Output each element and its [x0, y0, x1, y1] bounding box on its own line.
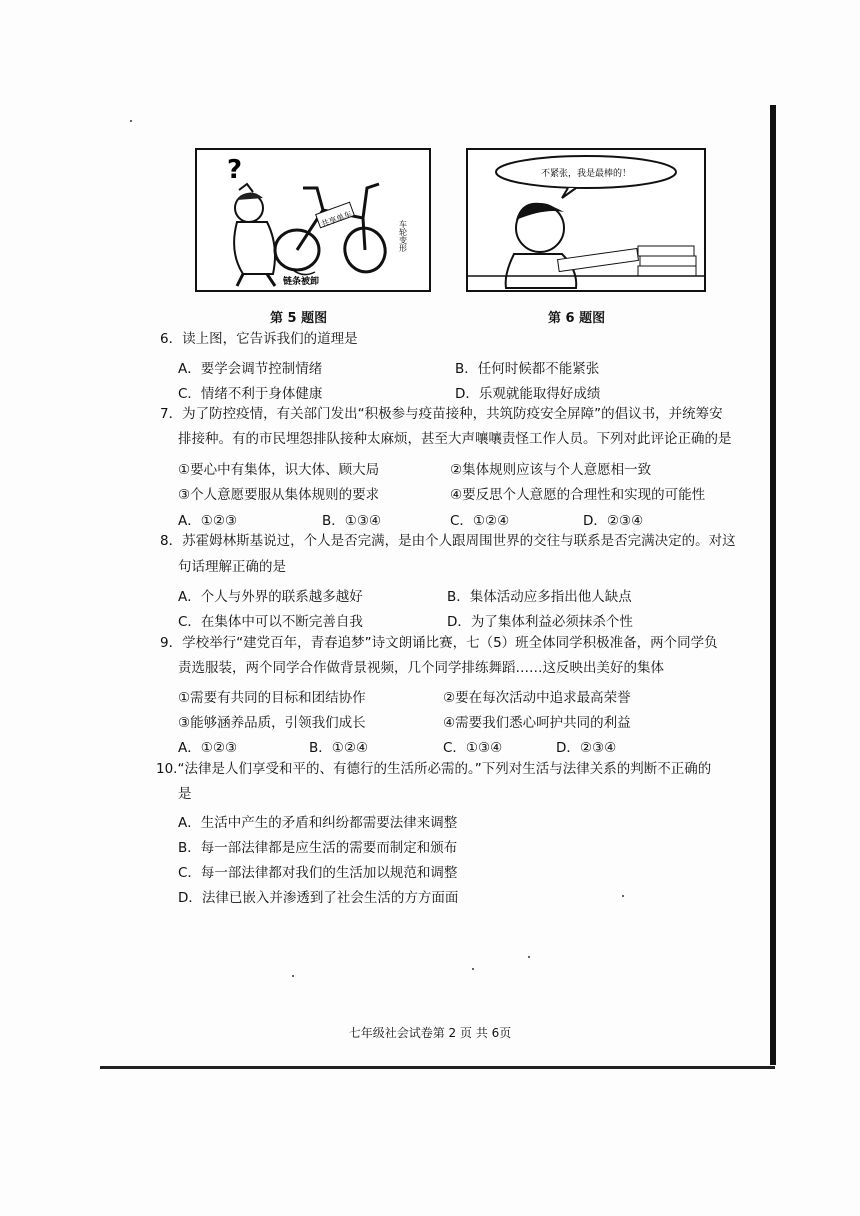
- figure-6-cartoon: [466, 148, 706, 292]
- question-mark: ?: [227, 155, 243, 185]
- bike-label: 共享单车: [319, 209, 354, 229]
- scan-edge-right: [770, 105, 776, 1065]
- q7-item-3: ③个人意愿要服从集体规则的要求: [178, 487, 380, 503]
- q8-option-a: A．个人与外界的联系越多越好: [178, 589, 363, 605]
- speech-bubble-tail: [562, 188, 576, 198]
- person-hand-on-head: [239, 184, 253, 192]
- question-7-stem: 7．为了防控疫情，有关部门发出“积极参与疫苗接种，共筑防疫安全屏障”的倡议书，并统筹安: [160, 406, 723, 422]
- scan-speck: [130, 120, 132, 122]
- q7-item-1: ①要心中有集体，识大体、顾大局: [178, 462, 380, 478]
- q9-option-c: C．①③④: [443, 740, 503, 756]
- page-footer: 七年级社会试卷第 2 页 共 6页: [348, 1026, 512, 1040]
- scan-speck: [292, 975, 294, 977]
- scan-edge-bottom: [100, 1066, 775, 1069]
- q8-option-c: C．在集体中可以不断完善自我: [178, 614, 363, 630]
- q8-option-b: B．集体活动应多指出他人缺点: [447, 589, 632, 605]
- exam-paper: [558, 248, 639, 271]
- q9-item-3: ③能够涵养品质，引领我们成长: [178, 715, 366, 731]
- q6-option-c: C．情绪不利于身体健康: [178, 386, 323, 402]
- question-8-stem: 8．苏霍姆林斯基说过，个人是否完满，是由个人跟周围世界的交往与联系是否完满决定的。对这: [160, 533, 736, 549]
- q9-item-4: ④需要我们悉心呵护共同的利益: [443, 715, 631, 731]
- question-10-stem: 10.“法律是人们享受和平的、有德行的生活所必需的。”下列对生活与法律关系的判断不正确的: [156, 761, 712, 777]
- q7-item-2: ②集体规则应该与个人意愿相一致: [450, 462, 652, 478]
- q9-item-2: ②要在每次活动中追求最高荣誉: [443, 690, 631, 706]
- q8-option-d: D．为了集体利益必须抹杀个性: [447, 614, 633, 630]
- chain-label: 链条被卸: [283, 277, 320, 287]
- q9-item-1: ①需要有共同的目标和团结协作: [178, 690, 366, 706]
- q7-option-d: D．②③④: [583, 513, 644, 529]
- question-9-stem: 9．学校举行“建党百年，青春追梦”诗文朗诵比赛，七（5）班全体同学积极准备，两个同学负: [160, 635, 718, 651]
- figure-6-caption: 第 6 题图: [548, 311, 606, 326]
- book-stack-2: [640, 256, 696, 266]
- q10-option-c: C．每一部法律都对我们的生活加以规范和调整: [178, 865, 458, 881]
- person-body: [234, 222, 275, 274]
- book-stack-3: [638, 266, 696, 276]
- q10-option-d: D．法律已嵌入并渗透到了社会生活的方方面面: [178, 890, 459, 906]
- q7-option-c: C．①②④: [450, 513, 510, 529]
- scan-speck: [472, 968, 474, 970]
- question-9-stem-cont: 责选服装，两个同学合作做背景视频，几个同学排练舞蹈……这反映出美好的集体: [178, 660, 664, 676]
- figure-5-caption: 第 5 题图: [270, 311, 328, 326]
- speech-text: 不紧张，我是最棒的！: [540, 169, 632, 179]
- q7-option-b: B．①③④: [322, 513, 382, 529]
- q7-option-a: A．①②③: [178, 513, 238, 529]
- scan-speck: [528, 956, 530, 958]
- q10-option-a: A．生活中产生的矛盾和纠纷都需要法律来调整: [178, 815, 458, 831]
- wheel-label: 车轮变形: [398, 220, 408, 252]
- book-stack-1: [638, 246, 694, 256]
- q6-option-b: B．任何时候都不能紧张: [455, 361, 600, 377]
- q9-option-d: D．②③④: [556, 740, 617, 756]
- figure-5-cartoon: [195, 148, 431, 292]
- question-10-stem-cont: 是: [178, 786, 192, 802]
- q9-option-a: A．①②③: [178, 740, 238, 756]
- person-legs: [237, 274, 275, 286]
- q9-option-b: B．①②④: [309, 740, 369, 756]
- figure-5-drawing: [197, 150, 429, 290]
- q6-option-d: D．乐观就能取得好成绩: [455, 386, 601, 402]
- question-7-stem-cont: 排接种。有的市民埋怨排队接种太麻烦，甚至大声嚷嚷责怪工作人员。下列对此评论正确的是: [178, 431, 732, 447]
- q7-item-4: ④要反思个人意愿的合理性和实现的可能性: [450, 487, 706, 503]
- q10-option-b: B．每一部法律都是应生活的需要而制定和颁布: [178, 840, 458, 856]
- question-8-stem-cont: 句话理解正确的是: [178, 559, 286, 575]
- question-6-stem: 6．读上图，它告诉我们的道理是: [160, 331, 358, 347]
- q6-option-a: A．要学会调节控制情绪: [178, 361, 323, 377]
- scan-speck: [622, 895, 624, 897]
- figure-6-drawing: [468, 150, 704, 290]
